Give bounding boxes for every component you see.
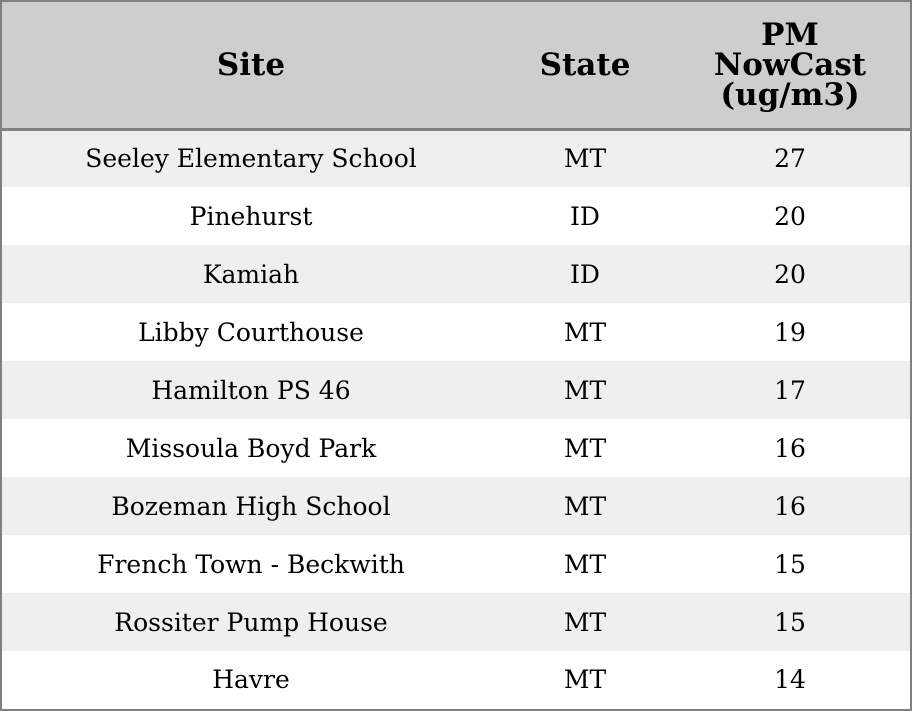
column-header-site: Site: [2, 2, 500, 129]
cell-pm: 20: [774, 259, 806, 289]
column-header-pm-line-1: PM: [761, 16, 819, 53]
cell-site: Seeley Elementary School: [85, 144, 417, 174]
cell-pm: 19: [774, 317, 806, 347]
cell-site: Libby Courthouse: [138, 317, 364, 347]
cell-site: Rossiter Pump House: [114, 607, 388, 637]
cell-state: MT: [563, 549, 607, 579]
cell-state: MT: [563, 375, 607, 405]
cell-site: Kamiah: [202, 259, 300, 289]
cell-state: ID: [570, 259, 600, 289]
column-header-pm-nowcast: [670, 2, 910, 129]
table-row: [2, 477, 910, 535]
pm-nowcast-table: [2, 2, 910, 707]
cell-site: Havre: [212, 664, 290, 694]
cell-site: French Town - Beckwith: [97, 549, 405, 579]
cell-state: MT: [563, 317, 607, 347]
header-row: [2, 2, 910, 129]
table-body: [2, 129, 910, 707]
cell-site: Missoula Boyd Park: [125, 433, 377, 463]
cell-state: MT: [563, 491, 607, 521]
cell-pm: 14: [774, 664, 806, 694]
table-row: [2, 535, 910, 593]
cell-site: Hamilton PS 46: [151, 375, 351, 405]
table-row: [2, 129, 910, 187]
table-row: [2, 187, 910, 245]
cell-pm: 15: [774, 607, 806, 637]
table-row: [2, 361, 910, 419]
table-header: [2, 2, 910, 129]
column-header-pm-line-3: (ug/m3): [720, 76, 860, 113]
cell-state: MT: [563, 144, 607, 174]
cell-site: Bozeman High School: [111, 491, 391, 521]
cell-state: MT: [563, 607, 607, 637]
cell-state: MT: [563, 433, 607, 463]
cell-pm: 17: [774, 375, 806, 405]
cell-pm: 16: [774, 433, 806, 463]
table-row: [2, 593, 910, 651]
cell-pm: 20: [774, 201, 806, 231]
table-row: [2, 303, 910, 361]
cell-pm: 16: [774, 491, 806, 521]
cell-state: ID: [570, 201, 600, 231]
table-row: [2, 419, 910, 477]
table-row: [2, 651, 910, 707]
cell-pm: 15: [774, 549, 806, 579]
column-header-state: State: [500, 2, 670, 129]
cell-site: Pinehurst: [189, 201, 313, 231]
table-row: [2, 245, 910, 303]
cell-state: MT: [563, 664, 607, 694]
column-header-pm-line-2: NowCast: [713, 46, 867, 83]
cell-pm: 27: [774, 144, 806, 174]
